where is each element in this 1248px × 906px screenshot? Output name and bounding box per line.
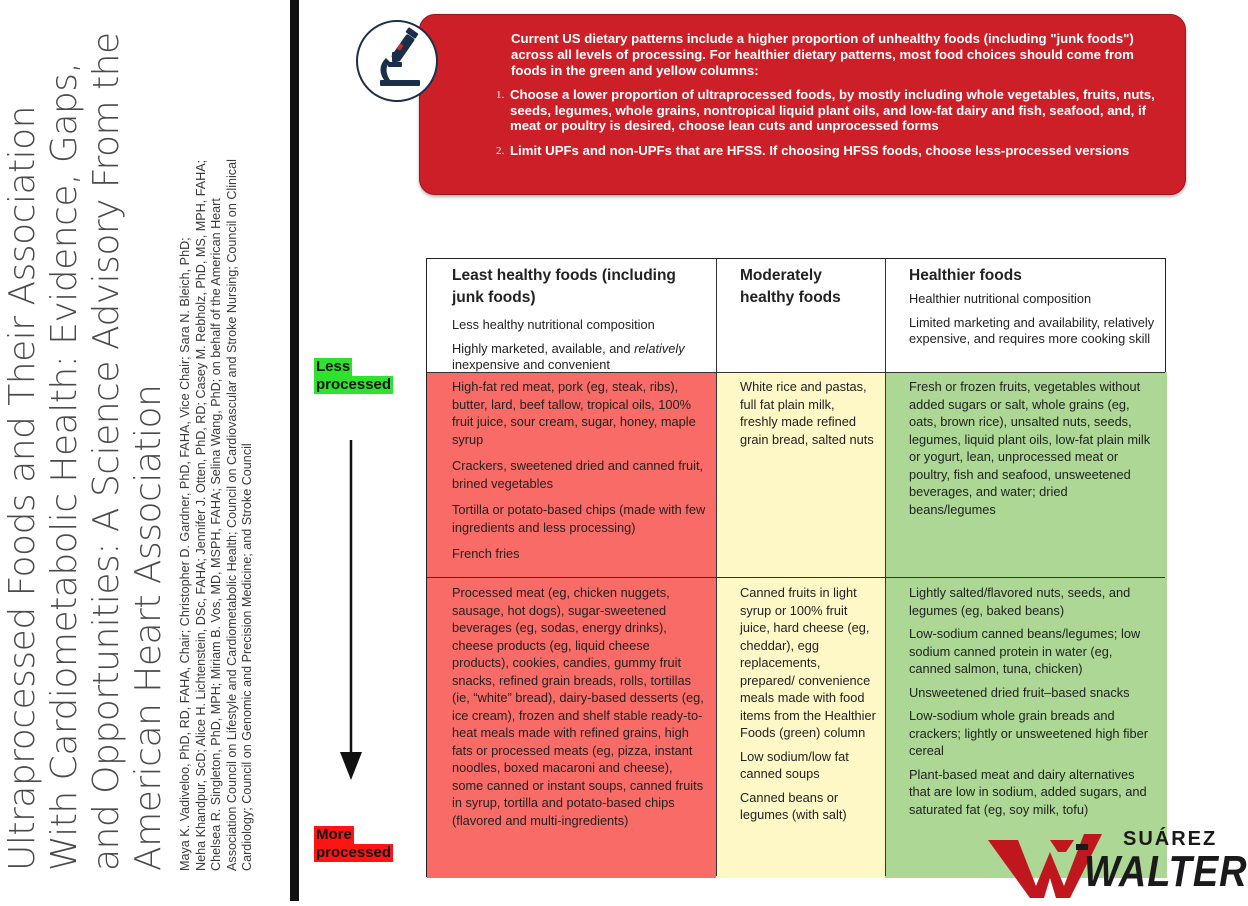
table-divider <box>885 259 886 876</box>
microscope-icon <box>356 20 438 102</box>
less-processed-label <box>314 358 393 394</box>
column-subtitle: Less healthy nutritional composition <box>452 317 655 332</box>
recommendation-banner <box>419 14 1186 195</box>
column-title: Moderately healthy foods <box>740 267 841 306</box>
cell-least-more-processed <box>427 577 716 878</box>
food-list: Processed meat (eg, chicken nuggets, sausage, hot dogs), sugar-sweetened beverages (eg, sodas, energy drinks), cheese products (eg, liquid cheese products), cookies, candies, gummy fruit snacks, refined grain breads, rolls, tortillas (ie, “white” bread), dairy-based desserts (eg, ice cream), frozen and shelf stable ready-to-heat meals made with refined grains, high fats or processed meats (eg, pizza, instant noodles, boxed macaroni and cheese), some canned or instant soups, canned fruits in syrup, tortilla and potato-based chips (flavored and multi-ingredients) <box>452 585 704 828</box>
recommendation-item <box>496 87 1161 134</box>
label-line: processed <box>316 376 392 393</box>
author-line: Neha Khandpur, ScD; Alice H. Lichtenstein, DSc, FAHA; Jennifer J. Otten, PhD, RD; Casey M. Rebholz, PhD, MS, MPH, FAHA; <box>193 159 208 871</box>
title-line: American Heart Association <box>128 384 169 871</box>
food-list: Canned beans or legumes (with salt) <box>740 789 847 822</box>
food-list: Canned fruits in light syrup or 100% fruit juice, hard cheese (eg, cheddar), egg replacements, prepared/ convenience meals made with food items from the Healthier Foods (green) column <box>740 585 876 740</box>
more-processed-label <box>314 826 393 862</box>
down-arrow-icon <box>340 440 362 780</box>
cell-moderate-more-processed <box>716 577 885 878</box>
food-list: French fries <box>452 546 520 561</box>
recommendation-list <box>496 87 1161 167</box>
item-number: 1. <box>496 89 505 101</box>
food-list: Crackers, sweetened dried and canned fruit, brined vegetables <box>452 458 704 491</box>
author-line: Cardiology; Council on Genomic and Precision Medicine; and Stroke Council <box>240 443 255 871</box>
cell-moderate-less-processed <box>716 372 885 577</box>
author-list <box>178 0 256 871</box>
subtitle-emphasis: relatively <box>634 340 685 356</box>
column-subtitle: Limited marketing and availability, relatively expensive, and requires more cooking skill <box>909 314 1155 346</box>
title-panel <box>0 0 290 901</box>
column-subtitle <box>452 341 706 374</box>
label-line: Less <box>316 358 351 375</box>
header-moderately-healthy <box>716 259 885 372</box>
cell-healthier-less-processed <box>885 372 1167 577</box>
logo-bottom-text: WALTER <box>1084 848 1248 897</box>
food-list: Unsweetened dried fruit–based snacks <box>909 684 1130 700</box>
item-text: Choose a lower proportion of ultraprocessed foods, by mostly including whole vegetables, fruits, nuts, seeds, legumes, whole grains, nontropical liquid plant oils, and low-fat dairy and fish, seafood, and, if meat or poultry is desired, choose lean cuts and unprocessed forms <box>510 87 1155 133</box>
label-line: More <box>316 826 352 843</box>
walter-suarez-logo <box>980 812 1248 901</box>
paper-title <box>2 0 170 871</box>
subtitle-part: Highly marketed, available, and <box>452 340 635 356</box>
table-divider <box>716 259 717 876</box>
recommendation-item <box>496 143 1161 159</box>
title-line: and Opportunities: A Science Advisory From the <box>86 32 127 871</box>
header-least-healthy <box>427 259 716 372</box>
banner-intro: Current US dietary patterns include a higher proportion of unhealthy foods (including "junk foods") across all levels of processing. For healthier dietary patterns, most food choices should come from foods in the green and yellow columns: <box>511 31 1134 78</box>
vertical-divider <box>290 0 299 901</box>
column-subtitle: Healthier nutritional composition <box>909 291 1092 306</box>
table-divider <box>427 372 1165 373</box>
food-list: Fresh or frozen fruits, vegetables without added sugars or salt, whole grains (eg, oats, brown rice), unsalted nuts, seeds, legumes, liquid plant oils, low-fat plain milk or yogurt, lean, unprocessed meat or poultry, fish and seafood, unsweetened beverages, and water; dried beans/legumes <box>909 379 1151 517</box>
food-list: High-fat red meat, pork (eg, steak, ribs), butter, lard, beef tallow, tropical oils, 100% fruit juice, sour cream, sugar, honey, maple syrup <box>452 379 696 447</box>
table-divider <box>427 577 1165 578</box>
food-list: Lightly salted/flavored nuts, seeds, and legumes (eg, baked beans) <box>909 585 1131 618</box>
cell-least-less-processed <box>427 372 716 577</box>
item-text: Limit UPFs and non-UPFs that are HFSS. If choosing HFSS foods, choose less-processed versions <box>510 142 1130 158</box>
column-title: Healthier foods <box>909 267 1022 284</box>
food-list: Tortilla or potato-based chips (made with few ingredients and less processing) <box>452 502 706 535</box>
title-line: Ultraprocessed Foods and Their Association <box>2 106 43 871</box>
label-line: processed <box>316 844 392 861</box>
item-number: 2. <box>496 144 505 157</box>
logo-top-text: SUÁREZ <box>1123 828 1218 850</box>
subtitle-part: inexpensive and convenient <box>452 357 610 372</box>
food-list: Low-sodium whole grain breads and crackers; lightly or unsweetened high fiber cereal <box>909 708 1148 758</box>
author-line: Association Council on Lifestyle and Cardiometabolic Health; Council on Cardiovascular and Stroke Nursing; Council on Clinical <box>224 159 239 871</box>
title-line: With Cardiometabolic Health: Evidence, Gaps, <box>44 62 85 871</box>
author-line: Chelsea R. Singleton, PhD, MPH; Miriam B. Vos, MD, MSPH, FAHA; Selina Wang, PhD; on behalf of the American Heart <box>209 198 224 871</box>
food-list: White rice and pastas, full fat plain milk, freshly made refined grain bread, salted nuts <box>740 379 874 447</box>
food-list: Low sodium/low fat canned soups <box>740 748 849 781</box>
food-classification-table <box>426 258 1166 877</box>
header-healthier <box>885 259 1167 372</box>
food-list: Low-sodium canned beans/legumes; low sodium canned protein in water (eg, canned salmon, tuna, chicken) <box>909 626 1141 676</box>
food-list: Plant-based meat and dairy alternatives that are low in sodium, added sugars, and saturated fat (eg, soy milk, tofu) <box>909 766 1147 817</box>
column-title: Least healthy foods (including junk foods) <box>452 267 676 306</box>
author-line: Maya K. Vadiveloo, PhD, RD, FAHA, Chair; Christopher D. Gardner, PhD, FAHA, Vice Chair; Sara N. Bleich, PhD; <box>178 237 192 871</box>
